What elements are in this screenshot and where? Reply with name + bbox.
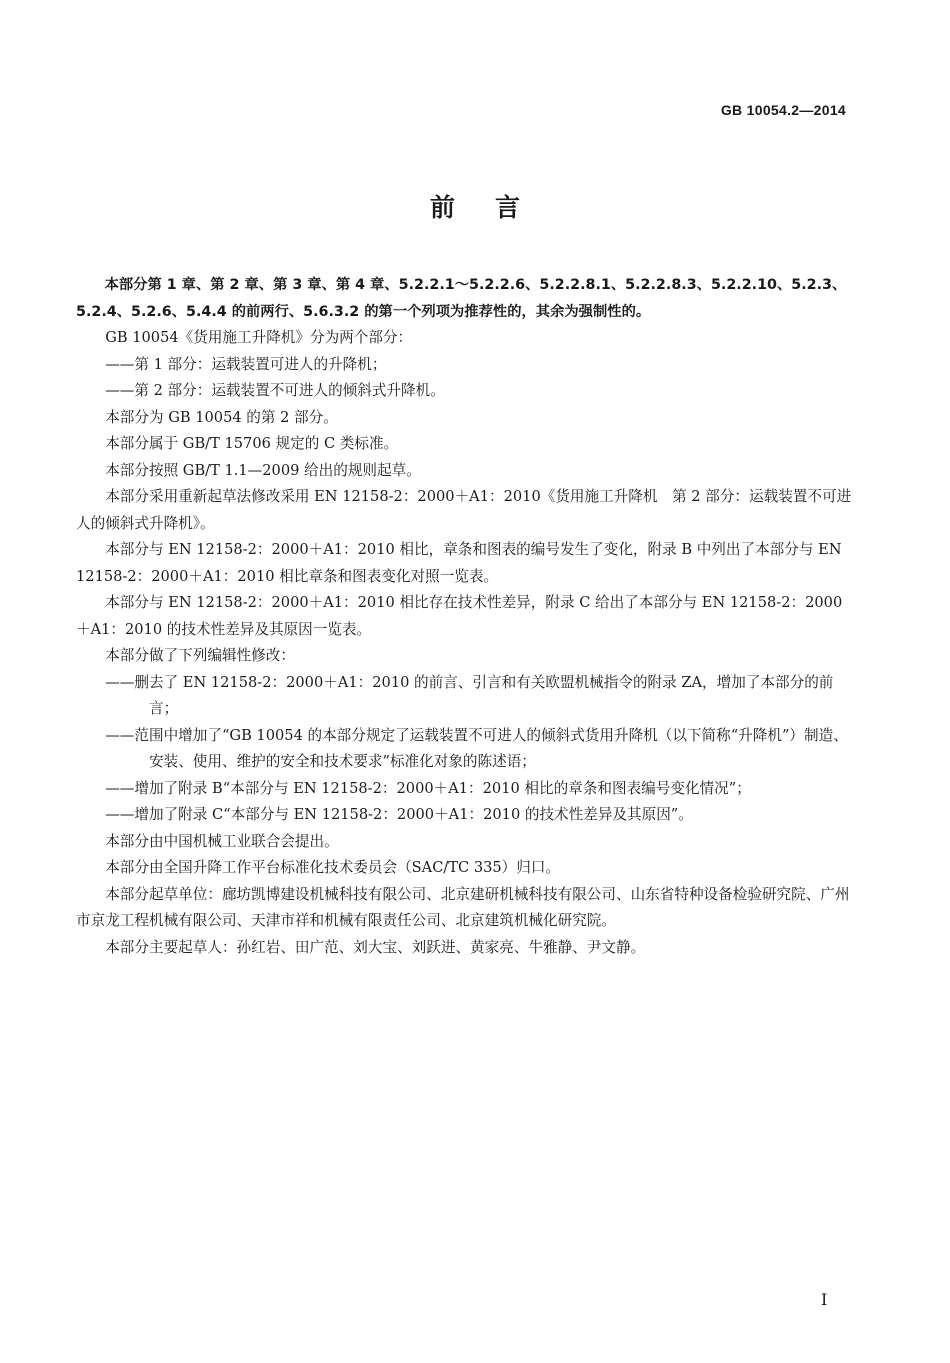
page-title: 前言 — [429, 193, 560, 222]
paragraph-recommended-clauses: 本部分第 1 章、第 2 章、第 3 章、第 4 章、5.2.2.1～5.2.2.6、5.2.2.8.1、5.2.2.8.3、5.2.2.10、5.2.3、5.2.4、5.2.6、5.4.4 的前两行、5.6.3.2 的第一个列项为推荐性的，其余为强制性的。 — [76, 277, 847, 320]
document-number: GB 10054.2—2014 — [720, 102, 846, 118]
paragraph-drafting-rules: 本部分按照 GB/T 1.1—2009 给出的规则起草。 — [105, 461, 421, 479]
paragraph-drafting-units: 本部分起草单位：廊坊凯博建设机械科技有限公司、北京建研机械科技有限公司、山东省特种设备检验研究院、广州市京龙工程机械有限公司、天津市祥和机械有限责任公司、北京建筑机械化研究院。 — [76, 885, 850, 929]
paragraph-part-number: 本部分为 GB 10054 的第 2 部分。 — [105, 408, 338, 426]
list-item-edit-3: ——增加了附录 B“本部分与 EN 12158-2：2000＋A1：2010 相比的章条和图表编号变化情况”； — [105, 779, 751, 797]
paragraph-parts-intro: GB 10054《货用施工升降机》分为两个部分： — [105, 329, 413, 346]
list-item-edit-4: ——增加了附录 C“本部分与 EN 12158-2：2000＋A1：2010 的技术性差异及其原因”。 — [105, 806, 693, 823]
paragraph-numbering-changes: 本部分与 EN 12158-2：2000＋A1：2010 相比，章条和图表的编号发生了变化，附录 B 中列出了本部分与 EN 12158-2：2000＋A1：2010 相比章条和图表变化对照一览表。 — [76, 541, 842, 585]
list-item-edit-1: ——删去了 EN 12158-2：2000＋A1：2010 的前言、引言和有关欧盟机械指令的附录 ZA，增加了本部分的前言； — [105, 673, 834, 717]
list-item-part-1: ——第 1 部分：运载装置可进人的升降机； — [105, 355, 387, 373]
paragraph-standard-class: 本部分属于 GB/T 15706 规定的 C 类标准。 — [105, 435, 399, 452]
paragraph-committee: 本部分由全国升降工作平台标准化技术委员会（SAC/TC 335）归口。 — [105, 859, 561, 876]
list-item-edit-2: ——范围中增加了“GB 10054 的本部分规定了运载装置不可进人的倾斜式货用升降机（以下简称“升降机”）制造、安装、使用、维护的安全和技术要求”标准化对象的陈述语； — [105, 726, 848, 770]
list-item-part-2: ——第 2 部分：运载装置不可进人的倾斜式升降机。 — [105, 382, 445, 399]
page-number: I — [821, 1290, 828, 1309]
paragraph-technical-differences: 本部分与 EN 12158-2：2000＋A1：2010 相比存在技术性差异，附录 C 给出了本部分与 EN 12158-2：2000＋A1：2010 的技术性差异及其原因一览表。 — [76, 594, 843, 638]
foreword-body — [76, 272, 852, 961]
paragraph-drafters: 本部分主要起草人：孙红岩、田广范、刘大宝、刘跃进、黄家亮、牛雅静、尹文静。 — [105, 938, 646, 956]
paragraph-proposer: 本部分由中国机械工业联合会提出。 — [105, 832, 339, 850]
paragraph-adoption: 本部分采用重新起草法修改采用 EN 12158-2：2000＋A1：2010《货用施工升降机 第 2 部分：运载装置不可进人的倾斜式升降机》。 — [76, 488, 852, 532]
paragraph-editorial-intro: 本部分做了下列编辑性修改： — [105, 647, 295, 664]
